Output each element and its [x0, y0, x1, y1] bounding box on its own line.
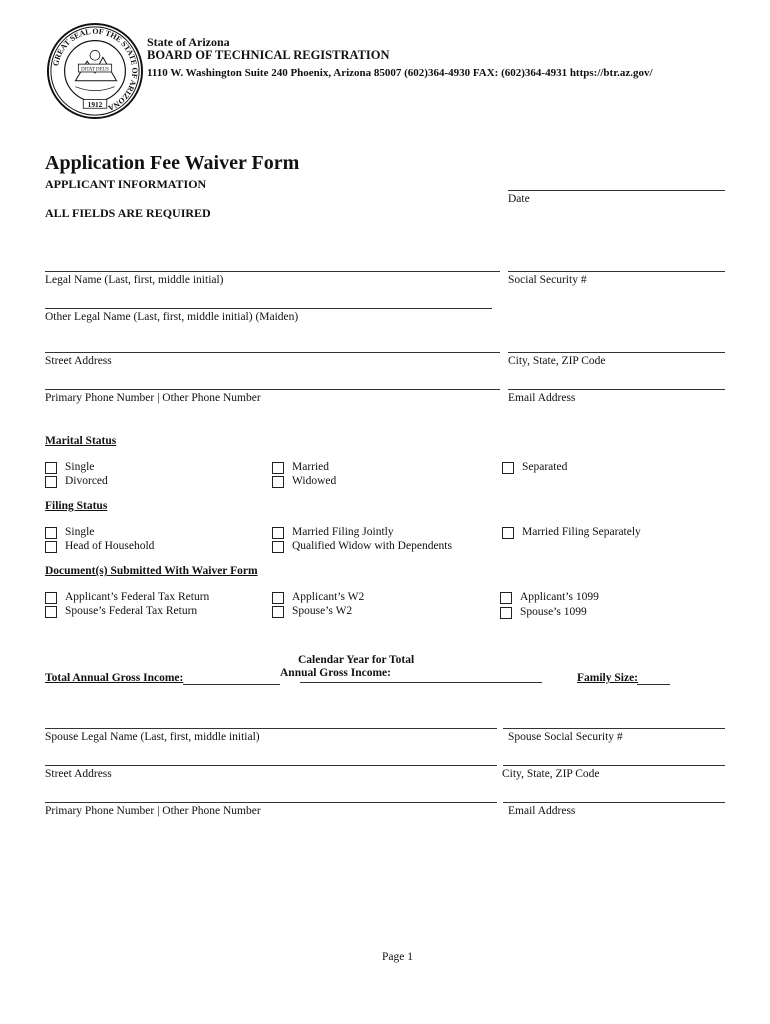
- spouse-phone-field[interactable]: [45, 802, 497, 803]
- spouse-1099-label: Spouse’s 1099: [520, 606, 587, 618]
- spouse-1099-checkbox[interactable]: [500, 607, 512, 619]
- applicant-tax-return-checkbox[interactable]: [45, 592, 57, 604]
- date-field[interactable]: [508, 190, 725, 191]
- phone-label: Primary Phone Number | Other Phone Number: [45, 392, 261, 404]
- page-number: Page 1: [382, 951, 413, 963]
- spouse-phone-label: Primary Phone Number | Other Phone Number: [45, 805, 261, 817]
- other-name-label: Other Legal Name (Last, first, middle initial) (Maiden): [45, 311, 299, 323]
- svg-text:DITAT DEUS: DITAT DEUS: [81, 67, 109, 73]
- married-jointly-label: Married Filing Jointly: [292, 526, 394, 538]
- spouse-w2-checkbox[interactable]: [272, 606, 284, 618]
- svg-text:1912: 1912: [87, 99, 103, 109]
- city-field[interactable]: [508, 352, 725, 353]
- filing-single-label: Single: [65, 526, 95, 538]
- state-name: State of Arizona: [147, 35, 230, 49]
- marital-status-heading: Marital Status: [45, 435, 117, 447]
- board-name: BOARD OF TECHNICAL REGISTRATION: [147, 48, 390, 62]
- spouse-ssn-label: Spouse Social Security #: [508, 731, 623, 743]
- qualified-widow-label: Qualified Widow with Dependents: [292, 540, 452, 552]
- other-name-field[interactable]: [45, 308, 492, 309]
- spouse-ssn-field[interactable]: [503, 728, 725, 729]
- filing-single-checkbox[interactable]: [45, 527, 57, 539]
- ssn-field[interactable]: [508, 271, 725, 272]
- spouse-city-field[interactable]: [503, 765, 725, 766]
- required-notice: ALL FIELDS ARE REQUIRED: [45, 206, 211, 220]
- spouse-street-field[interactable]: [45, 765, 497, 766]
- spouse-legal-name-field[interactable]: [45, 728, 497, 729]
- separated-label: Separated: [522, 461, 568, 473]
- page-title: Application Fee Waiver Form: [45, 152, 300, 174]
- applicant-1099-label: Applicant’s 1099: [520, 591, 599, 603]
- street-field[interactable]: [45, 352, 500, 353]
- applicant-w2-label: Applicant’s W2: [292, 591, 365, 603]
- married-separately-checkbox[interactable]: [502, 527, 514, 539]
- widowed-checkbox[interactable]: [272, 476, 284, 488]
- legal-name-label: Legal Name (Last, first, middle initial): [45, 274, 224, 286]
- filing-status-heading: Filing Status: [45, 500, 108, 512]
- single-checkbox[interactable]: [45, 462, 57, 474]
- legal-name-field[interactable]: [45, 271, 500, 272]
- qualified-widow-checkbox[interactable]: [272, 541, 284, 553]
- calendar-year-label-2: Annual Gross Income:: [280, 667, 391, 679]
- head-of-household-checkbox[interactable]: [45, 541, 57, 553]
- spouse-email-label: Email Address: [508, 805, 576, 817]
- email-field[interactable]: [508, 389, 725, 390]
- applicant-tax-return-label: Applicant’s Federal Tax Return: [65, 591, 210, 603]
- head-of-household-label: Head of Household: [65, 540, 155, 552]
- total-income-label: Total Annual Gross Income:: [45, 672, 184, 684]
- married-jointly-checkbox[interactable]: [272, 527, 284, 539]
- single-label: Single: [65, 461, 95, 473]
- married-checkbox[interactable]: [272, 462, 284, 474]
- spouse-legal-name-label: Spouse Legal Name (Last, first, middle initial): [45, 731, 260, 743]
- applicant-w2-checkbox[interactable]: [272, 592, 284, 604]
- svg-text:GREAT SEAL OF THE STATE OF ARI: GREAT SEAL OF THE STATE OF ARIZONA: [51, 26, 140, 113]
- city-label: City, State, ZIP Code: [508, 355, 606, 367]
- spouse-email-field[interactable]: [503, 802, 725, 803]
- family-size-field[interactable]: [637, 684, 670, 685]
- board-address: 1110 W. Washington Suite 240 Phoenix, Arizona 85007 (602)364-4930 FAX: (602)364-4931 https://btr.az.gov/: [147, 67, 653, 79]
- phone-field[interactable]: [45, 389, 500, 390]
- street-label: Street Address: [45, 355, 112, 367]
- total-income-field[interactable]: [183, 684, 280, 685]
- separated-checkbox[interactable]: [502, 462, 514, 474]
- applicant-1099-checkbox[interactable]: [500, 592, 512, 604]
- family-size-label: Family Size:: [577, 672, 638, 684]
- spouse-w2-label: Spouse’s W2: [292, 605, 353, 617]
- calendar-year-field[interactable]: [300, 682, 542, 683]
- divorced-checkbox[interactable]: [45, 476, 57, 488]
- section-heading: APPLICANT INFORMATION: [45, 177, 207, 191]
- ssn-label: Social Security #: [508, 274, 587, 286]
- calendar-year-label-1: Calendar Year for Total: [298, 654, 415, 666]
- divorced-label: Divorced: [65, 475, 108, 487]
- email-label: Email Address: [508, 392, 576, 404]
- spouse-city-label: City, State, ZIP Code: [502, 768, 600, 780]
- married-separately-label: Married Filing Separately: [522, 526, 641, 538]
- widowed-label: Widowed: [292, 475, 337, 487]
- documents-heading: Document(s) Submitted With Waiver Form: [45, 565, 258, 577]
- spouse-tax-return-label: Spouse’s Federal Tax Return: [65, 605, 198, 617]
- spouse-street-label: Street Address: [45, 768, 112, 780]
- state-seal-logo: [46, 22, 144, 120]
- spouse-tax-return-checkbox[interactable]: [45, 606, 57, 618]
- married-label: Married: [292, 461, 330, 473]
- date-label: Date: [508, 193, 530, 205]
